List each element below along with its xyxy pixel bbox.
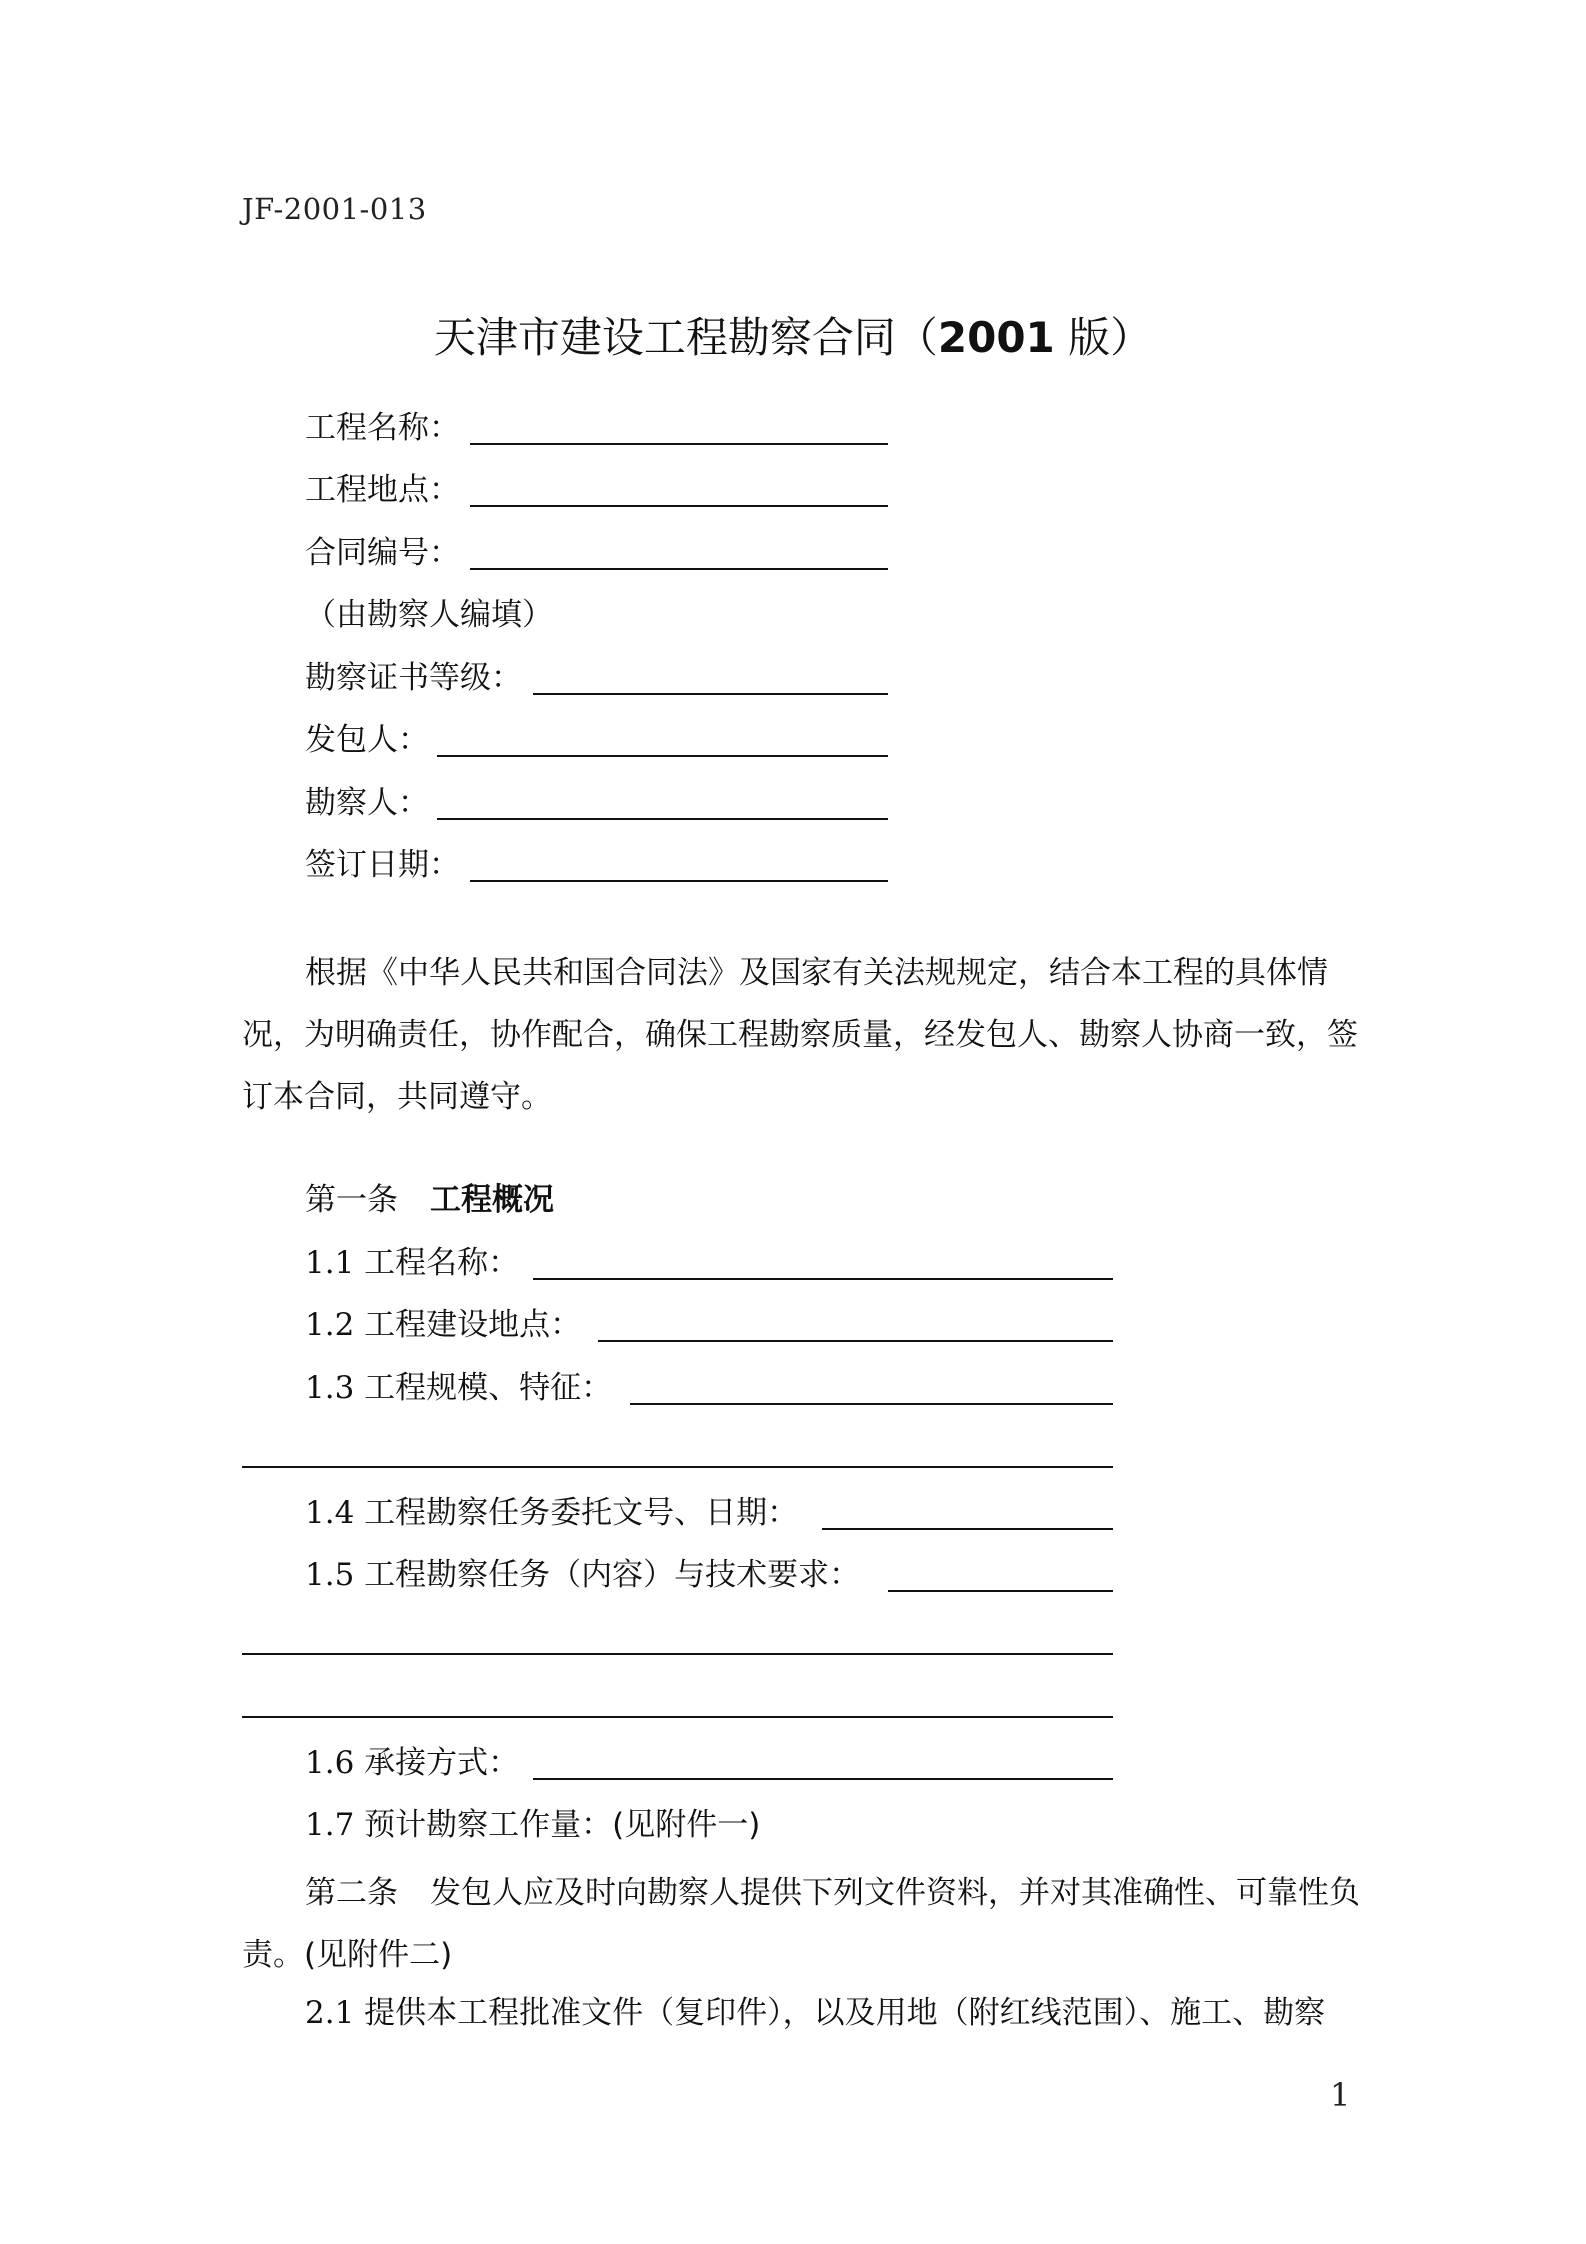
document-code: JF-2001-013 — [242, 192, 427, 226]
field-project-name-blank[interactable] — [470, 443, 888, 445]
item-1-3-blank-continued[interactable] — [242, 1466, 1113, 1468]
item-2-1: 2.1 提供本工程批准文件（复印件），以及用地（附红线范围）、施工、勘察 — [305, 1995, 1326, 2031]
field-project-location-label: 工程地点： — [305, 472, 460, 508]
field-signing-date-label: 签订日期： — [305, 847, 460, 883]
item-1-4: 1.4 工程勘察任务委托文号、日期： — [305, 1495, 799, 1531]
item-1-6: 1.6 承接方式： — [305, 1745, 520, 1781]
field-certificate-level-label: 勘察证书等级： — [305, 660, 522, 696]
field-contract-number-label: 合同编号： — [305, 535, 460, 571]
item-1-6-blank[interactable] — [533, 1778, 1113, 1780]
field-surveyor-blank[interactable] — [437, 818, 888, 820]
article2-text: 发包人应及时向勘察人提供下列文件资料，并对其准确性、可靠性负责。(见附件二) — [242, 1875, 1360, 1973]
item-1-5-blank-line3[interactable] — [242, 1716, 1113, 1718]
item-1-2: 1.2 工程建设地点： — [305, 1307, 582, 1343]
item-1-3-blank[interactable] — [630, 1403, 1113, 1405]
article2-heading-num: 第二条 — [305, 1875, 398, 1911]
field-certificate-level-blank[interactable] — [533, 693, 888, 695]
intro-paragraph — [242, 942, 1360, 1128]
item-1-2-blank[interactable] — [598, 1340, 1113, 1342]
page-number: 1 — [1330, 2076, 1351, 2114]
item-1-4-blank[interactable] — [822, 1528, 1113, 1530]
document-title — [0, 305, 1586, 365]
article1-heading-title: 工程概况 — [430, 1182, 554, 1218]
field-signing-date-blank[interactable] — [470, 880, 888, 882]
field-project-location-blank[interactable] — [470, 505, 888, 507]
field-contract-number-blank[interactable] — [470, 568, 888, 570]
item-1-1-blank[interactable] — [533, 1278, 1113, 1280]
field-contract-number-note: （由勘察人编填） — [305, 597, 553, 633]
title-year: 2001 — [937, 313, 1055, 362]
article1-heading — [305, 1180, 554, 1220]
title-prefix: 天津市建设工程勘察合同（ — [433, 313, 938, 362]
field-client-label: 发包人： — [305, 722, 429, 758]
item-1-3: 1.3 工程规模、特征： — [305, 1370, 613, 1406]
intro-text: 根据《中华人民共和国合同法》及国家有关法规规定，结合本工程的具体情况，为明确责任，协作配合，确保工程勘察质量，经发包人、勘察人协商一致，签订本合同，共同遵守。 — [242, 955, 1358, 1115]
item-1-5-blank-line2[interactable] — [242, 1653, 1113, 1655]
item-1-5-blank[interactable] — [888, 1590, 1113, 1592]
field-surveyor-label: 勘察人： — [305, 785, 429, 821]
item-1-7: 1.7 预计勘察工作量：(见附件一) — [305, 1807, 761, 1843]
field-project-name-label: 工程名称： — [305, 410, 460, 446]
item-1-1: 1.1 工程名称： — [305, 1245, 520, 1281]
article2-paragraph — [242, 1862, 1360, 1986]
item-1-5: 1.5 工程勘察任务（内容）与技术要求： — [305, 1557, 861, 1593]
article1-heading-num: 第一条 — [305, 1182, 398, 1218]
title-suffix: 版） — [1054, 313, 1153, 362]
field-client-blank[interactable] — [437, 755, 888, 757]
